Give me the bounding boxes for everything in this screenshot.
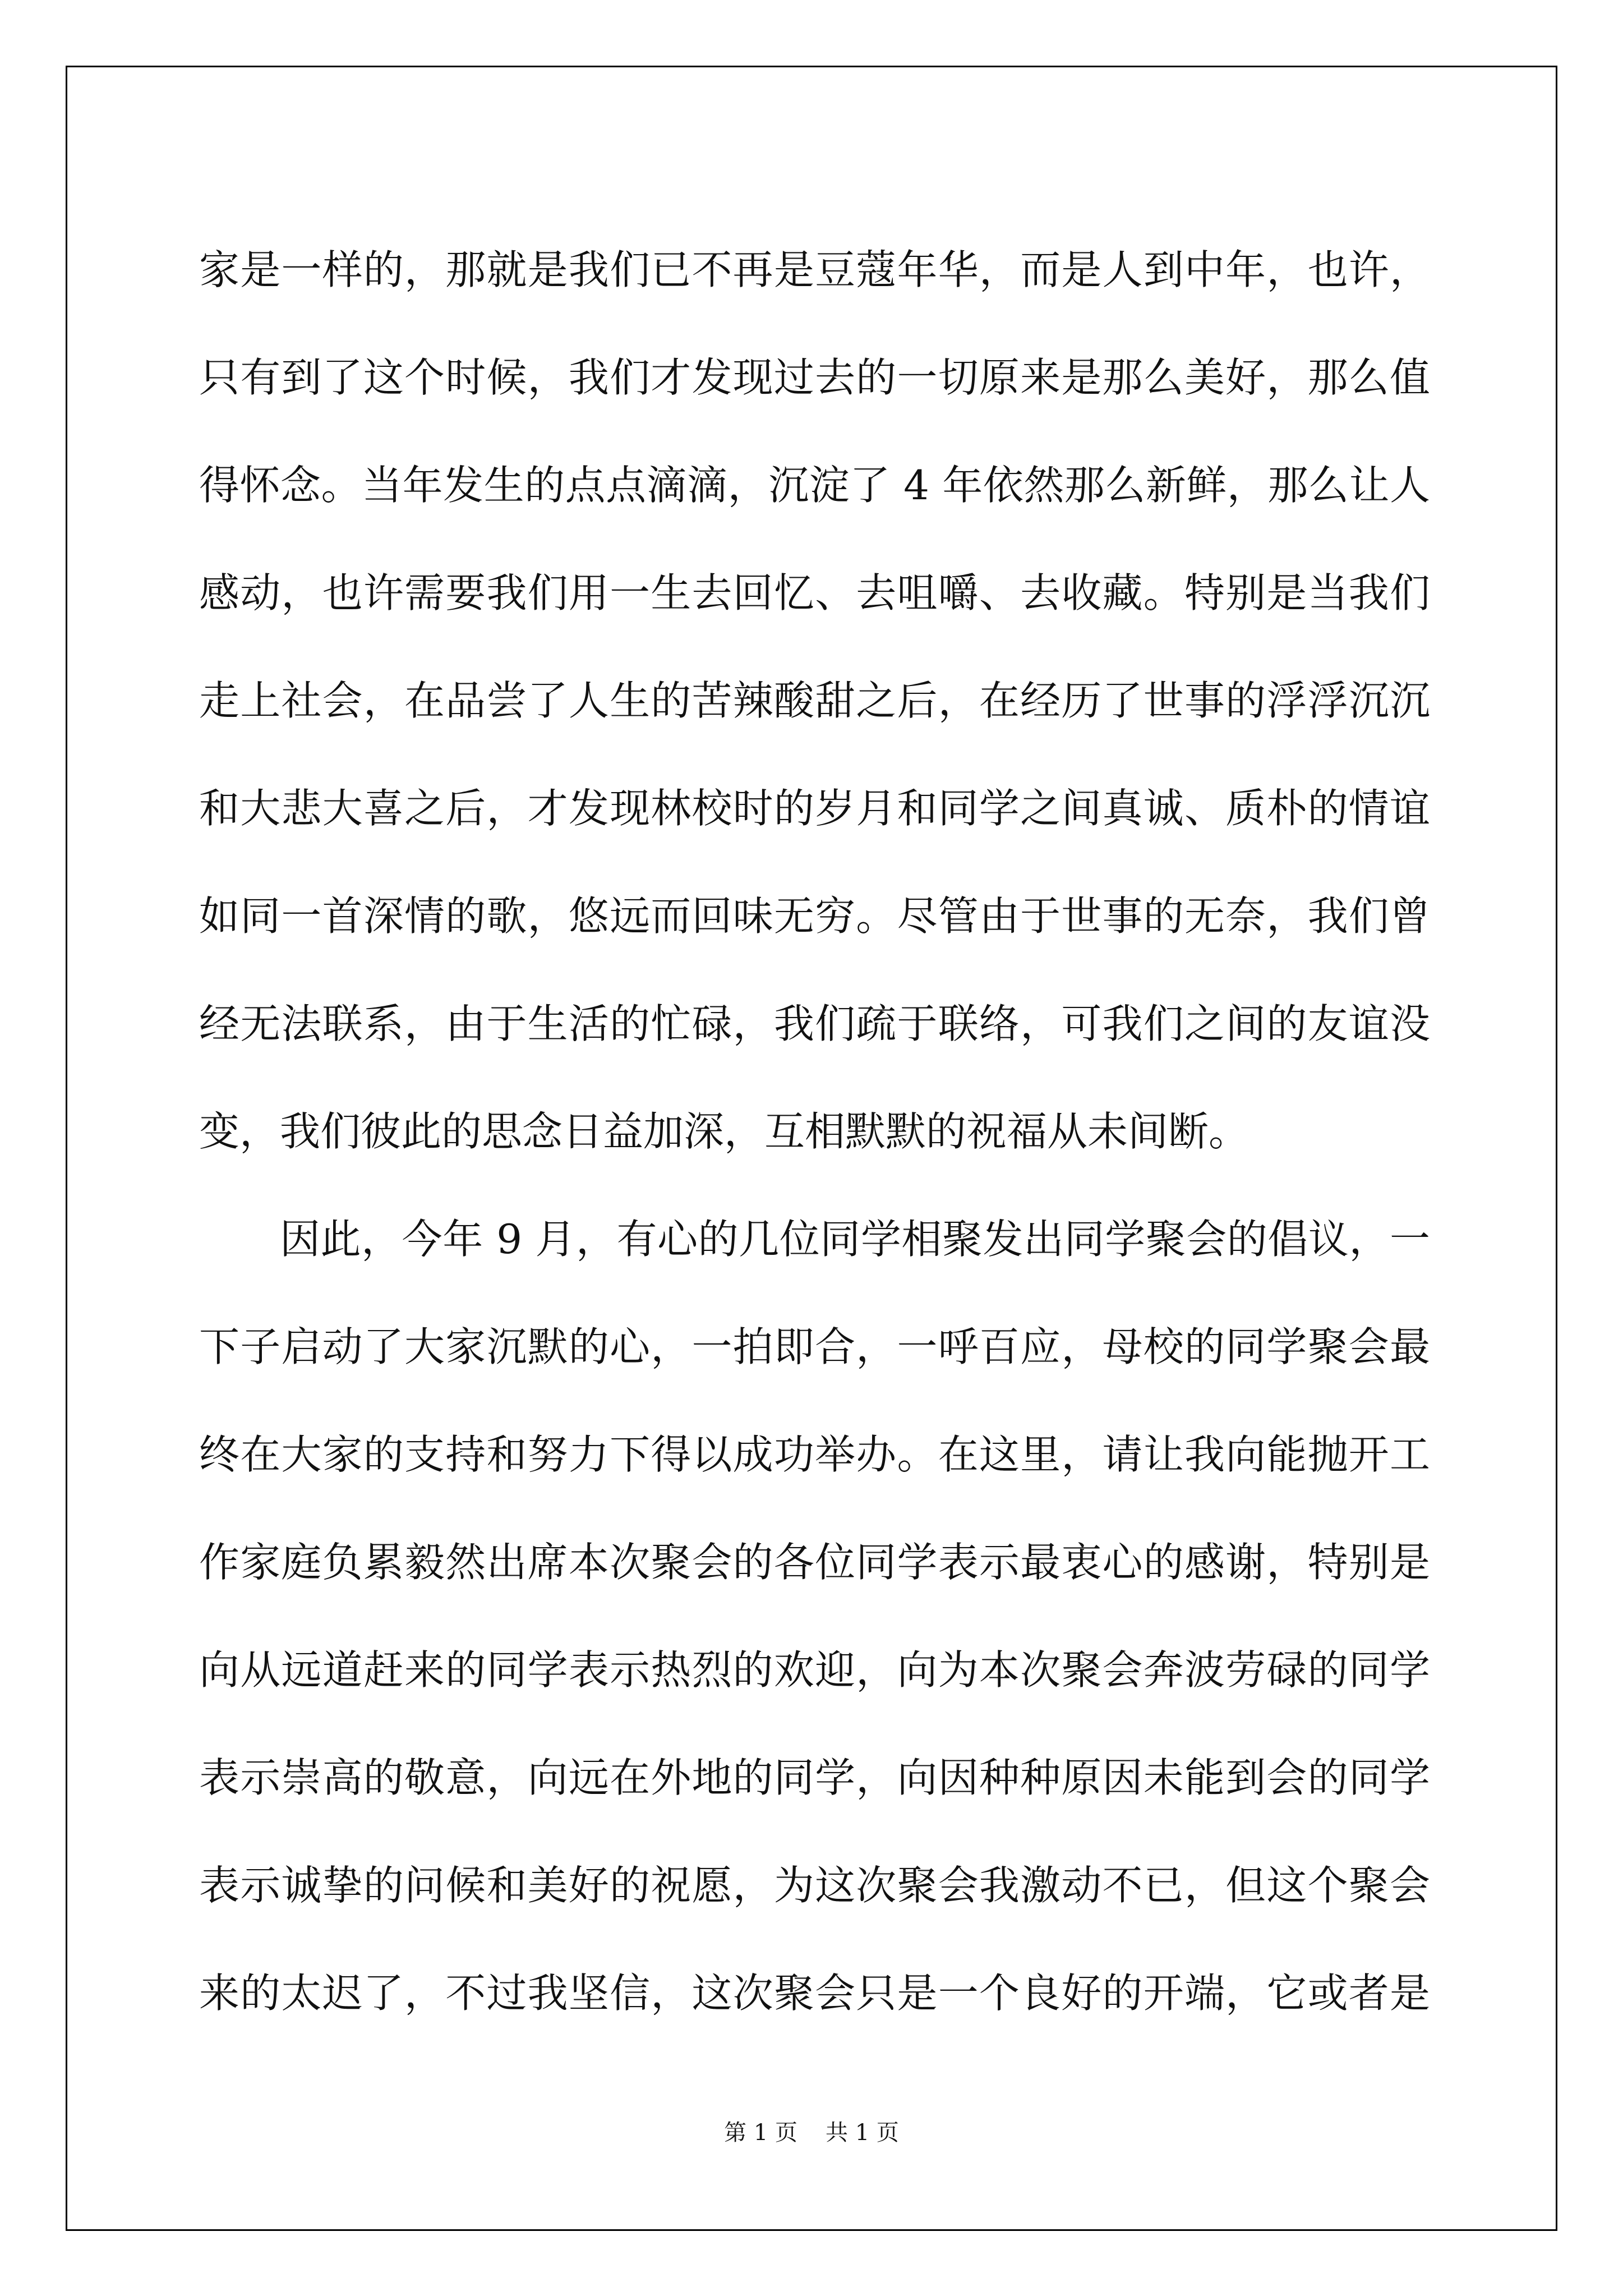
text-line: 终在大家的支持和努力下得以成功举办。在这里，请让我向能抛开工 <box>199 1431 1430 1478</box>
text-line: 如同一首深情的歌，悠远而回味无穷。尽管由于世事的无奈，我们曾 <box>199 892 1430 940</box>
text-line: 只有到了这个时候，我们才发现过去的一切原来是那么美好，那么值 <box>199 354 1430 401</box>
text-line: 表示崇高的敬意，向远在外地的同学，向因种种原因未能到会的同学 <box>199 1754 1430 1801</box>
text-line: 来的太迟了，不过我坚信，这次聚会只是一个良好的开端，它或者是 <box>199 1970 1430 2017</box>
text-line: 得怀念。当年发生的点点滴滴，沉淀了 4 年依然那么新鲜，那么让人 <box>199 462 1430 509</box>
text-line: 家是一样的，那就是我们已不再是豆蔻年华，而是人到中年，也许， <box>199 246 1430 293</box>
text-line: 向从远道赶来的同学表示热烈的欢迎，向为本次聚会奔波劳碌的同学 <box>199 1646 1430 1694</box>
page-number: 第 1 页 <box>724 2120 797 2146</box>
text-line: 走上社会，在品尝了人生的苦辣酸甜之后，在经历了世事的浮浮沉沉 <box>199 677 1430 724</box>
text-line: 经无法联系，由于生活的忙碌，我们疏于联络，可我们之间的友谊没 <box>199 1000 1430 1047</box>
text-line: 表示诚挚的问候和美好的祝愿，为这次聚会我激动不已，但这个聚会 <box>199 1862 1430 1909</box>
page-total: 共 1 页 <box>826 2120 899 2146</box>
text-line: 作家庭负累毅然出席本次聚会的各位同学表示最衷心的感谢，特别是 <box>199 1539 1430 1586</box>
paragraph-2 <box>199 1185 1430 2047</box>
text-line: 变，我们彼此的思念日益加深，互相默默的祝福从未间断。 <box>199 1108 1249 1155</box>
paragraph-1 <box>199 216 1430 1185</box>
text-line: 因此，今年 9 月，有心的几位同学相聚发出同学聚会的倡议，一 <box>280 1216 1430 1263</box>
document-body <box>199 216 1430 2047</box>
text-line: 下子启动了大家沉默的心，一拍即合，一呼百应，母校的同学聚会最 <box>199 1323 1430 1370</box>
text-line: 和大悲大喜之后，才发现林校时的岁月和同学之间真诚、质朴的情谊 <box>199 785 1430 832</box>
page-footer <box>0 2115 1623 2147</box>
text-line: 感动，也许需要我们用一生去回忆、去咀嚼、去收藏。特别是当我们 <box>199 569 1430 616</box>
